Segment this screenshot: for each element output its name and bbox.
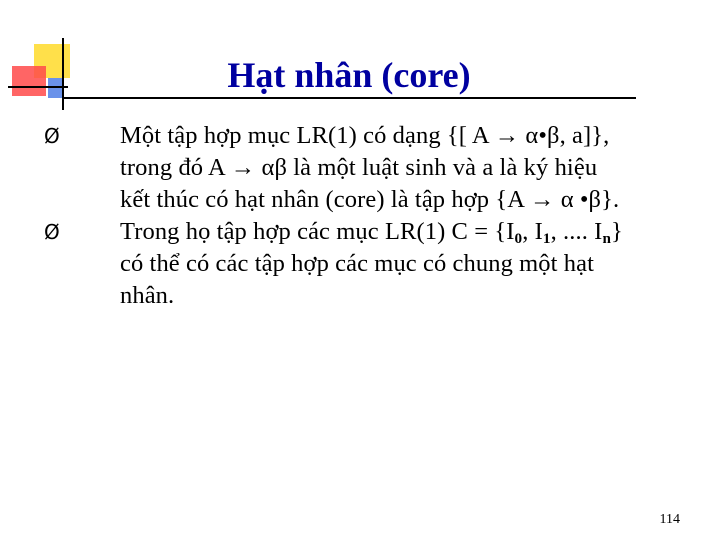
bullet-2-suffix: } — [611, 218, 623, 245]
bullet-arrow-icon: Ø — [44, 124, 60, 148]
bullet-item-2 — [40, 216, 700, 312]
bullet-2-sep-1: , I — [522, 218, 543, 245]
bullet-1-line-2: trong đó A → αβ là một luật sinh và a là ký hiệu — [120, 154, 598, 181]
logo-red-square — [12, 66, 46, 96]
logo-horizontal-line — [8, 86, 68, 88]
bullet-list — [40, 120, 700, 312]
subscript-0: 0 — [514, 229, 523, 247]
title-underline — [62, 97, 636, 99]
subscript-n: n — [602, 229, 611, 247]
bullet-2-line-3: nhân. — [120, 282, 175, 309]
bullet-2-sep-2: , .... I — [550, 218, 603, 245]
slide-title: Hạt nhân (core) — [227, 55, 471, 95]
bullet-2-line-1 — [120, 216, 700, 248]
bullet-item-1 — [40, 120, 700, 216]
bullet-1-line-3: kết thúc có hạt nhân (core) là tập hợp {A → α •β}. — [120, 186, 620, 213]
subscript-1: 1 — [542, 229, 551, 247]
bullet-2-line-2: có thể có các tập hợp các mục có chung một hạt — [120, 250, 595, 277]
bullet-arrow-icon: Ø — [44, 220, 60, 244]
page-number: 114 — [659, 512, 680, 527]
bullet-1-line-1: Một tập hợp mục LR(1) có dạng {[ A → α•β, a]}, — [120, 122, 610, 149]
bullet-2-prefix: Trong họ tập hợp các mục LR(1) C = {I — [120, 218, 515, 245]
